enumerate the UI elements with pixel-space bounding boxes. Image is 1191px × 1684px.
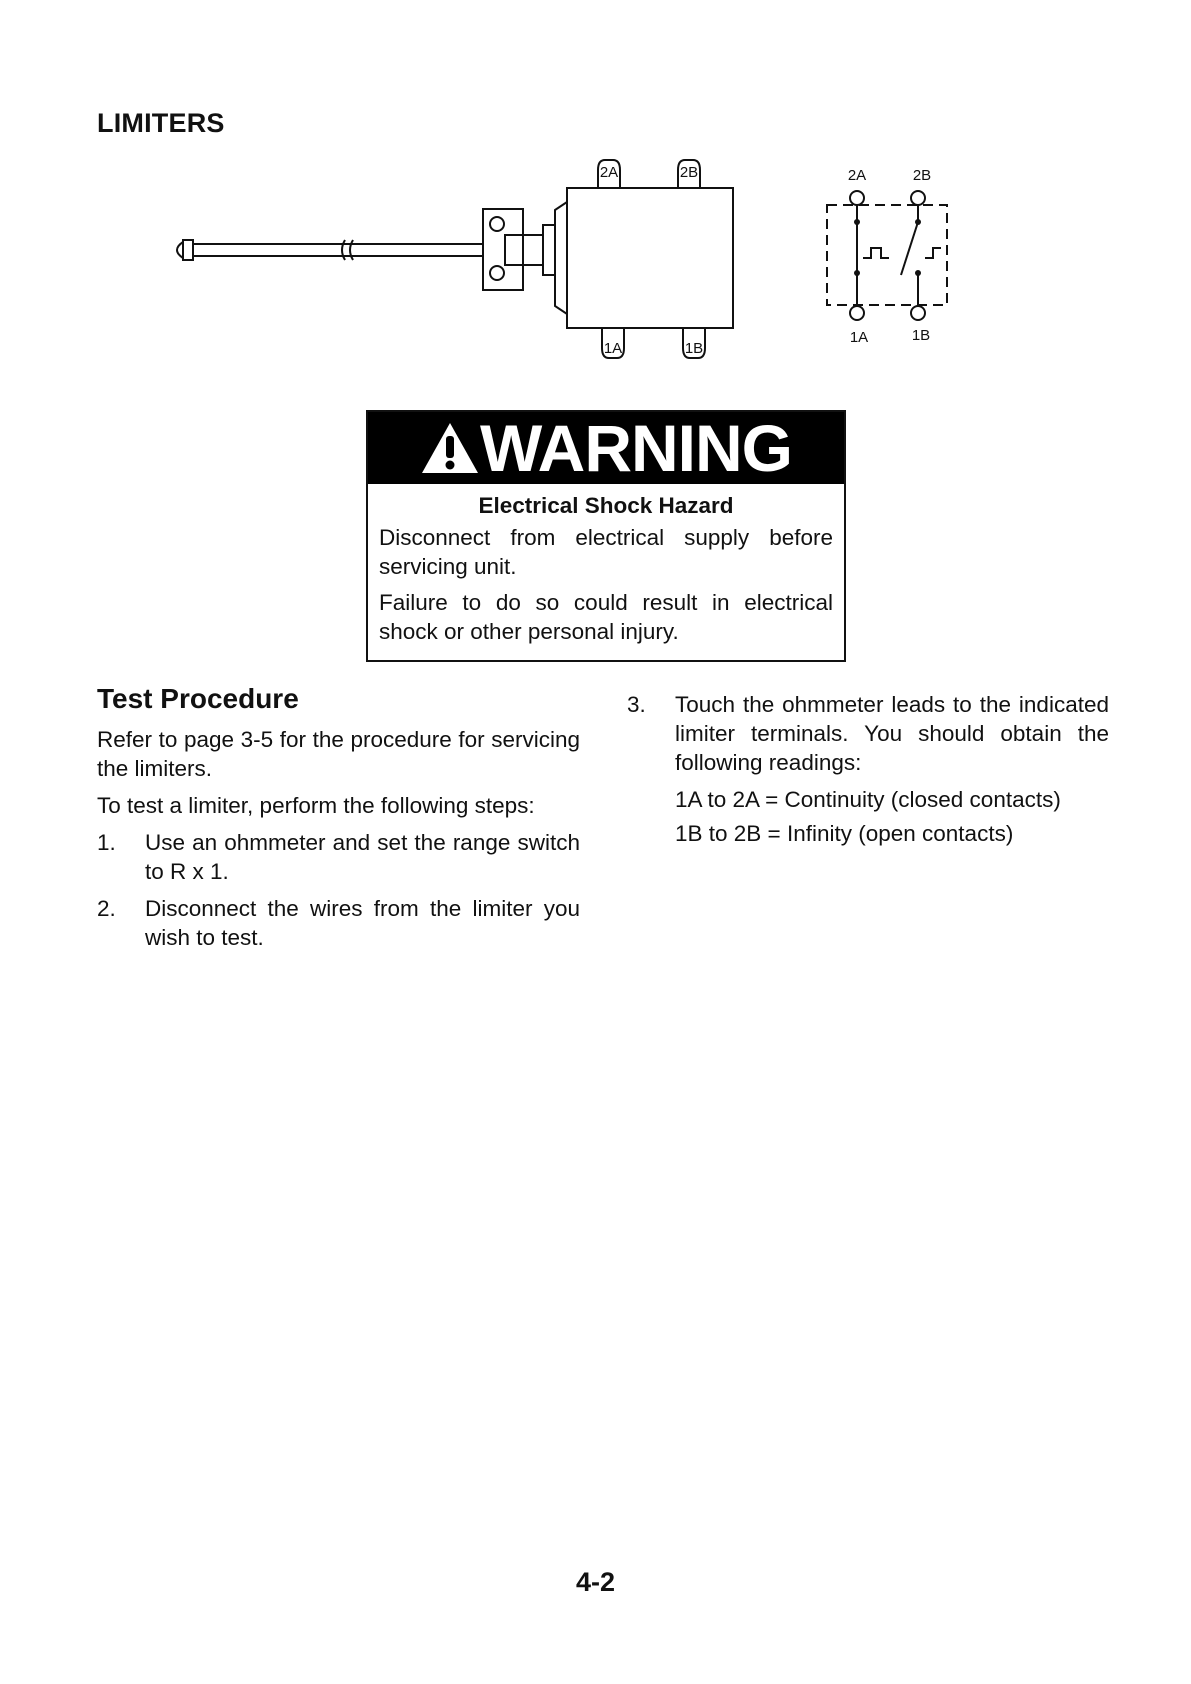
warning-triangle-icon bbox=[420, 420, 480, 476]
terminal-label-1A: 1A bbox=[603, 340, 623, 357]
warning-title: WARNING bbox=[480, 411, 792, 485]
reading-item: 1B to 2B = Infinity (open contacts) bbox=[675, 821, 1014, 846]
schematic-enclosure bbox=[827, 205, 947, 305]
schematic-label-1A: 1A bbox=[849, 329, 869, 346]
reading-item: 1A to 2A = Continuity (closed contacts) bbox=[675, 787, 1061, 812]
right-column bbox=[627, 690, 1109, 853]
limiter-body bbox=[567, 188, 733, 328]
schematic-label-2B: 2B bbox=[912, 167, 932, 184]
step-number: 3. bbox=[627, 692, 646, 717]
step-number: 2. bbox=[97, 896, 116, 921]
schematic-label-1B: 1B bbox=[911, 327, 931, 344]
schematic-label-2A: 2A bbox=[847, 167, 867, 184]
terminal-label-2A: 2A bbox=[599, 164, 619, 181]
step-item bbox=[97, 828, 580, 886]
step-text: Use an ohmmeter and set the range switch to R x 1. bbox=[145, 830, 580, 884]
step-item bbox=[97, 894, 580, 952]
step-item bbox=[627, 690, 1109, 777]
limiter-illustration bbox=[165, 140, 745, 375]
readings-list bbox=[675, 785, 1109, 848]
limiter-schematic bbox=[815, 155, 955, 355]
intro-paragraph: To test a limiter, perform the following steps: bbox=[97, 793, 535, 818]
section-title: LIMITERS bbox=[97, 108, 225, 138]
warning-text: Disconnect from electrical supply before servicing unit. bbox=[379, 525, 833, 579]
terminal-label-1B: 1B bbox=[684, 340, 704, 357]
step-text: Disconnect the wires from the limiter you wish to test. bbox=[145, 896, 580, 950]
warning-box bbox=[366, 410, 846, 662]
intro-paragraph: Refer to page 3-5 for the procedure for servicing the limiters. bbox=[97, 727, 580, 781]
step-number: 1. bbox=[97, 830, 116, 855]
terminal-label-2B: 2B bbox=[679, 164, 699, 181]
page-number: 4-2 bbox=[575, 1567, 616, 1597]
left-column bbox=[97, 725, 580, 960]
step-text: Touch the ohmmeter leads to the indicated limiter terminals. You should obtain the following readings: bbox=[675, 692, 1109, 775]
warning-text: Failure to do so could result in electrical shock or other personal injury. bbox=[379, 590, 833, 644]
warning-subtitle: Electrical Shock Hazard bbox=[478, 493, 734, 518]
test-procedure-heading: Test Procedure bbox=[97, 683, 299, 714]
warning-header bbox=[368, 412, 844, 484]
